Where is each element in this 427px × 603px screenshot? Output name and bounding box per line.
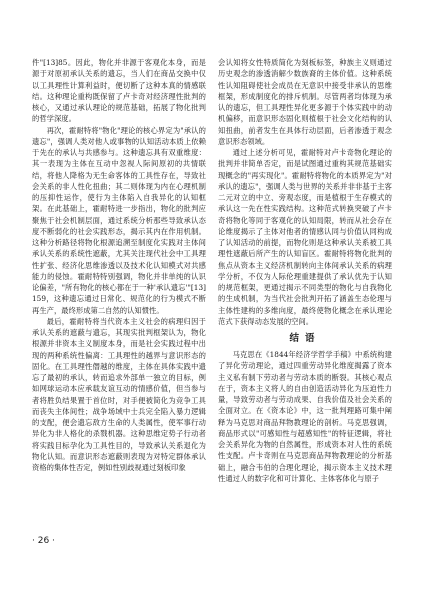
left-column	[32, 57, 206, 529]
body-paragraph: 件"[13]85。因此，物化并非源于客观化本身，而是源于对原初承认关系的遗忘，当人们在商品交换中仅以工具理性计算利益时，便切断了这种本真的情感联结。这种理论重构既保留了卢卡奇对经济理性批判的核心，又通过承认理论的规范基础，拓展了物化批判的哲学深度。	[32, 58, 206, 124]
right-column	[218, 57, 392, 552]
body-paragraph: 会认知将女性特质简化为刻板标签，种族主义则通过历史观念的渗透消解少数族裔的主体价值。这种系统性认知阻碍使社会成员在无意识中接受非承认的思维框架，形成制度化的排斥机制。尽管两者均体现为承认的遗忘，但工具理性异化更多源于个体实践中的动机偏移，而意识形态固化则植根于社会文化结构的认知扭曲，前者发生在具体行动层面，后者渗透于观念意识形态领域。	[218, 58, 392, 146]
section-heading: 结语	[289, 333, 321, 344]
body-paragraph: 再次，霍耐特将"物化"理论的核心界定为"承认的遗忘"，强调人类对他人或事物的认知活动本质上依赖于先在的承认与共感参与。这种遗忘具有双重维度：其一表现为主体在互动中忽视人际间原初的共情联结，将他人降格为无生命客体的工具性存在，导致社会关系的非人性化扭曲；其二则体现为内在心理机制的压抑性运作，使行为主体陷入自我异化的认知框架。在此基础上，霍耐特进一步指出，物化的批判应聚焦于社会机制层面，通过系统分析那些导致承认态度不断弱化的社会实践形态，揭示其内在作用机制。这种分析路径将物化根源追溯至制度化实践对主体间承认关系的系统性遮蔽，尤其关注现代社会中工具理性扩张、经济化思维渗透以及技术化认知模式对共感能力的侵蚀。霍耐特特别强调，物化并非单纯的认识论偏差，"所有物化的核心都在于一种'承认遗忘'"[13]159，这种遗忘通过日常化、规范化的行为模式不断再生产，最终形成第二自然的认知惯性。	[32, 125, 206, 315]
body-paragraph: 通过上述分析可见，霍耐特对卢卡奇物化理论的批判并非简单否定，而是试图通过重构其规范基础实现概念的"再实现化"。霍耐特将物化的本质界定为"对承认的遗忘"，强调人类与世界的关系并非非基于主客二元对立的中立、旁观态度，而是植根于生存模式的承认这一先在性实践结构。这种范式转换突破了卢卡奇将物化等同于客观化的认知局限，转而从社会存在论维度揭示了主体对他者的情感认同与价值认同构成了认知活动的前提，而物化则是这种承认关系被工具理性遮蔽后所产生的认知盲区。霍耐特将物化批判的焦点从资本主义经济机制转向主体间承认关系的病理学分析，不仅为人际伦理重建提供了承认优先于认知的规范框架，更通过揭示不同类型的物化与自我物化的生成机制，为当代社会批判开拓了涵盖生态伦理与主体性建构的多维向度，最终使物化概念在承认理论范式下获得动态发展的空间。	[218, 148, 392, 326]
page-number: · 26 ·	[32, 536, 55, 546]
body-paragraph: 最后，霍耐特将当代资本主义社会的病理归因于承认关系的遮蔽与遗忘，其现实批判框架认为，物化根源并非资本主义制度本身，而是社会实践过程中出现的两种系统性偏离：工具理性的越界与意识形态的固化。在工具理性僭越的维度，主体在具体实践中遗忘了最初的承认，转而追求外部单一独立的目标，例如网球运动本应承载友谊互动的情感价值，但当参与者将胜负结果置于首位时，对手便被简化为竞争工具而丧失主体间性；战争场域中士兵完全陷入暴力逻辑的支配，便会遗忘敌方生命的人类属性，使军事行动异化为非人格化的杀戮机器。这种思维定势子行动者将实践目标孕化为工具性目的，导致承认关系退化为物化认知。而意识形态遮蔽则表现为对特定群体承认资格的集体性否定，例如性别歧视通过刻板印象	[32, 316, 206, 472]
body-paragraph: 马克思在《1844年经济学哲学手稿》中系统构建了异化劳动理论，通过四重劳动异化维度揭露了资本主义私有制下劳动者与劳动本质的断裂。其核心观点在于，资本主义将人的自由创造活动异化为压迫性力量，导致劳动者与劳动成果、自我价值及社会关系的全面对立。在《资本论》中，这一批判理路可集中阐释为马克思对商品拜物教理论的剖析。马克思强调，商品形式以"可感知性与超感知性"的特征逻辑，将社会关系异化为物的自然属性，形成资本对人性的系统性支配。卢卡奇则在马克思商品拜物教理论的分析基础上，融合韦伯的合理化理论，揭示资本主义技术理性通过人的数字化和可计算化、主体客体化与原子	[218, 350, 392, 483]
